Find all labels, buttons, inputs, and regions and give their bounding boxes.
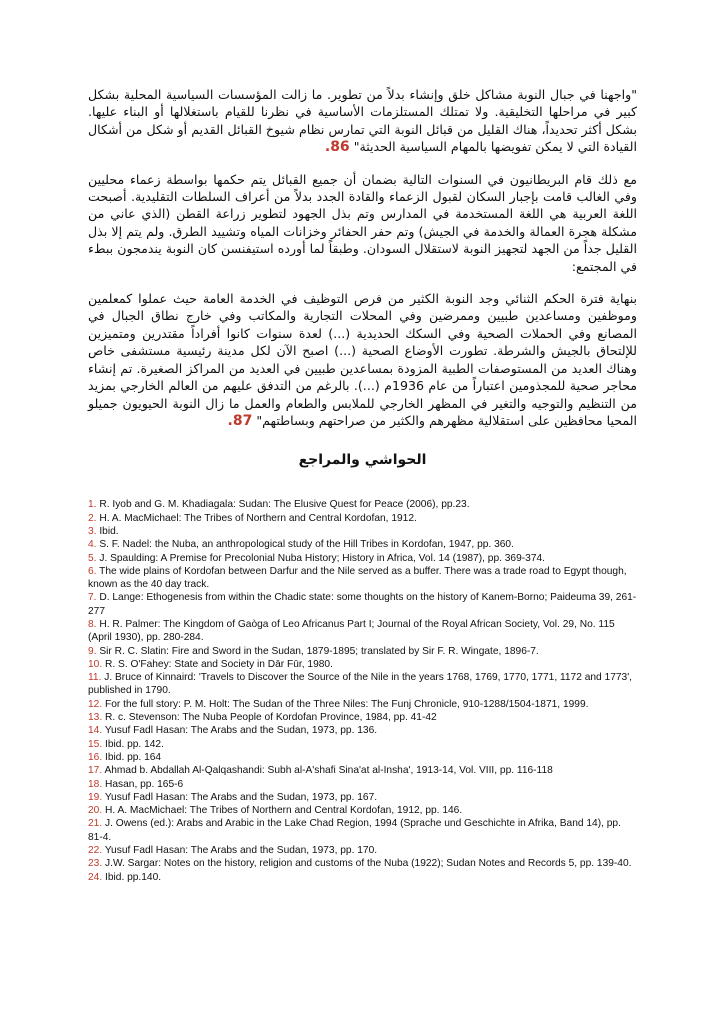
reference-item bbox=[88, 738, 637, 751]
paragraph-text: مع ذلك قام البريطانيون في السنوات التالية بضمان أن جميع القبائل يتم حكمها بواسطة زعماء محليين وفي الغالب قامت بإجبار السكان لقبول الزعماء والقادة الجدد بدلاً من أعراف السلطات التقليدية. أصبحت اللغة العربية هي اللغة المستخدمة في المدارس وتم بذل الجهود لتطوير زراعة القطن (الذي عاني من مشكلة هجرة العمالة والخدمة في الجيش) وتم حفر الحفائر وخزانات المياه وتشييد الطرق. ولم يتم إلا بذل القليل جداً من الجهد لتجهيز النوبة لاستقلال السودان. وطبقاً لما أورده استيفنسن كان النوبة يندمجون ببطء في المجتمع: bbox=[88, 171, 637, 274]
reference-number: 10. bbox=[88, 658, 103, 670]
reference-item bbox=[88, 791, 637, 804]
reference-text: Ibid. pp. 142. bbox=[105, 738, 164, 750]
reference-text: R. Iyob and G. M. Khadiagala: Sudan: The Elusive Quest for Peace (2006), pp.23. bbox=[99, 499, 470, 511]
reference-item bbox=[88, 711, 637, 724]
reference-number: 2. bbox=[88, 512, 97, 524]
reference-text: Ibid. pp.140. bbox=[105, 871, 162, 883]
reference-number: 18. bbox=[88, 778, 103, 790]
quote-paragraph-3 bbox=[88, 290, 637, 430]
reference-item bbox=[88, 618, 637, 645]
reference-text: J.W. Sargar: Notes on the history, religion and customs of the Nuba (1922); Sudan Notes and Records 5, pp. 139-40. bbox=[105, 858, 632, 870]
reference-item bbox=[88, 538, 637, 551]
reference-number: 16. bbox=[88, 751, 103, 763]
footnote-ref: 87. bbox=[227, 412, 253, 429]
reference-item bbox=[88, 778, 637, 791]
reference-number: 6. bbox=[88, 565, 97, 577]
reference-number: 4. bbox=[88, 539, 97, 551]
reference-number: 11. bbox=[88, 672, 102, 684]
reference-number: 8. bbox=[88, 618, 97, 630]
reference-text: J. Bruce of Kinnaird: 'Travels to Discover the Source of the Nile in the years 1768, 1769, 1770, 1771, 1172 and 1773', published in 1790. bbox=[88, 672, 632, 697]
reference-text: Yusuf Fadl Hasan: The Arabs and the Sudan, 1973, pp. 167. bbox=[104, 791, 378, 803]
reference-number: 21. bbox=[88, 818, 103, 830]
reference-text: J. Owens (ed.): Arabs and Arabic in the Lake Chad Region, 1994 (Sprache und Geschichte in Afrika, Band 14), pp. 81-4. bbox=[88, 818, 621, 843]
reference-text: Hasan, pp. 165-6 bbox=[105, 778, 184, 790]
reference-text: Ahmad b. Abdallah Al-Qalqashandi: Subh al-A'shafi Sina'at al-Insha', 1913-14, Vol. VIII, pp. 116-118 bbox=[104, 765, 553, 777]
reference-number: 22. bbox=[88, 845, 103, 857]
reference-text: Ibid. bbox=[99, 525, 119, 537]
quote-paragraph-1 bbox=[88, 86, 637, 157]
reference-number: 5. bbox=[88, 552, 97, 564]
reference-text: S. F. Nadel: the Nuba, an anthropological study of the Hill Tribes in Kordofan, 1947, pp. 360. bbox=[99, 539, 514, 551]
reference-item bbox=[88, 565, 637, 592]
reference-text: H. A. MacMichael: The Tribes of Northern and Central Kordofan, 1912. bbox=[99, 512, 417, 524]
reference-number: 1. bbox=[88, 499, 97, 511]
reference-text: For the full story: P. M. Holt: The Sudan of the Three Niles: The Funj Chronicle, 910-1288/1504-1871, 1999. bbox=[105, 698, 589, 710]
reference-item bbox=[88, 724, 637, 737]
document-page bbox=[88, 86, 637, 884]
reference-item bbox=[88, 844, 637, 857]
references-heading: الحواشي والمراجع bbox=[298, 452, 427, 469]
reference-text: R. S. O'Fahey: State and Society in Dār Fūr, 1980. bbox=[105, 658, 333, 670]
reference-text: Ibid. pp. 164 bbox=[105, 751, 162, 763]
reference-number: 20. bbox=[88, 805, 103, 817]
reference-number: 15. bbox=[88, 738, 103, 750]
reference-text: Yusuf Fadl Hasan: The Arabs and the Sudan, 1973, pp. 170. bbox=[104, 845, 378, 857]
paragraph-text: "واجهنا في جبال النوبة مشاكل خلق وإنشاء بدلاً من تطوير. ما زالت المؤسسات السياسية المحلية بشكل كبير في مراحلها التخليقية. ولا تمتلك المستلزمات الأساسية في نظرنا للقيام باستغلالها أو البناء عليها. بشكل أكثر تحديداً، هناك القليل من قبائل النوبة التي تمارس نظام شيوخ القبائل القديم أو شكل من أشكال القيادة التي لا يمكن تفويضها بالمهام السياسية الحديثة" bbox=[88, 87, 637, 155]
footnote-ref: 86. bbox=[324, 139, 350, 156]
reference-item bbox=[88, 871, 637, 884]
reference-item bbox=[88, 817, 637, 844]
reference-number: 7. bbox=[88, 592, 97, 604]
reference-number: 23. bbox=[88, 858, 103, 870]
reference-item bbox=[88, 645, 637, 658]
reference-number: 3. bbox=[88, 525, 97, 537]
reference-item bbox=[88, 498, 637, 511]
reference-item bbox=[88, 552, 637, 565]
reference-number: 19. bbox=[88, 791, 103, 803]
body-paragraph-2 bbox=[88, 171, 637, 275]
reference-item bbox=[88, 658, 637, 671]
reference-item bbox=[88, 512, 637, 525]
reference-number: 9. bbox=[88, 645, 97, 657]
reference-text: R. c. Stevenson: The Nuba People of Kordofan Province, 1984, pp. 41-42 bbox=[105, 712, 437, 724]
reference-text: The wide plains of Kordofan between Darfur and the Nile served as a buffer. There was a trade road to Egypt though, known as the 40 day track. bbox=[88, 565, 627, 591]
reference-text: J. Spaulding: A Premise for Precolonial Nuba History; History in Africa, Vol. 14 (1987), pp. 369-374. bbox=[99, 552, 545, 564]
reference-text: Sir R. C. Slatin: Fire and Sword in the Sudan, 1879-1895; translated by Sir F. R. Wingate, 1896-7. bbox=[99, 645, 539, 657]
reference-number: 13. bbox=[88, 712, 103, 724]
reference-number: 14. bbox=[88, 725, 103, 737]
reference-item bbox=[88, 751, 637, 764]
reference-item bbox=[88, 525, 637, 538]
reference-text: H. R. Palmer: The Kingdom of Gaòga of Leo Africanus Part I; Journal of the Royal African Society, Vol. 29, No. 115 (April 1930), pp. 280-284. bbox=[88, 618, 615, 644]
reference-item bbox=[88, 764, 637, 777]
reference-text: H. A. MacMichael: The Tribes of Northern and Central Kordofan, 1912, pp. 146. bbox=[105, 805, 463, 817]
reference-item bbox=[88, 857, 637, 870]
reference-item bbox=[88, 591, 637, 618]
reference-number: 24. bbox=[88, 871, 103, 883]
reference-item bbox=[88, 698, 637, 711]
reference-number: 17. bbox=[88, 765, 103, 777]
references-list bbox=[88, 498, 637, 884]
reference-item bbox=[88, 804, 637, 817]
reference-item bbox=[88, 671, 637, 698]
reference-text: Yusuf Fadl Hasan: The Arabs and the Sudan, 1973, pp. 136. bbox=[104, 725, 378, 737]
reference-text: D. Lange: Ethogenesis from within the Chadic state: some thoughts on the history of Kanem-Borno; Paideuma 39, 261-277 bbox=[88, 592, 637, 617]
reference-number: 12. bbox=[88, 698, 103, 710]
paragraph-text: بنهاية فترة الحكم الثنائي وجد النوبة الكثير من فرص التوظيف في الخدمة العامة حيث عملوا كمعلمين وموظفين ومساعدين طبيين وممرضين وفي المحلات التجارية والمكاتب وفي خارج نطاق الجبال في المصانع وفي الحملات الصحية وفي السكك الحديدية (...) لعدة سنوات كانوا أفراداً مقتدرين ومتميزين للإلتحاق بالجيش والشرطة. تطورت الأوضاع الصحية (...) اصبح الآن لكل مدينة رئيسية مستشفى خاص وهناك العديد من المستوصفات الطبية المزودة بمساعدين طبيين في العديد من المراكز الصغيرة. تم إنشاء محاجر صحية للمجذومين اعتباراً من عام 1936م (...). بالرغم من التدفق عليهم من العالم الخارجي بمزيد من التنظيم والتوجيه والتغير في المظهر الخارجي للملابس والطعام والعمل ما زال النوبة الحيويون جميلو المحيا محافظين على استقلالية مظهرهم والكثير من صراحتهم وبساطتهم" bbox=[88, 291, 637, 428]
